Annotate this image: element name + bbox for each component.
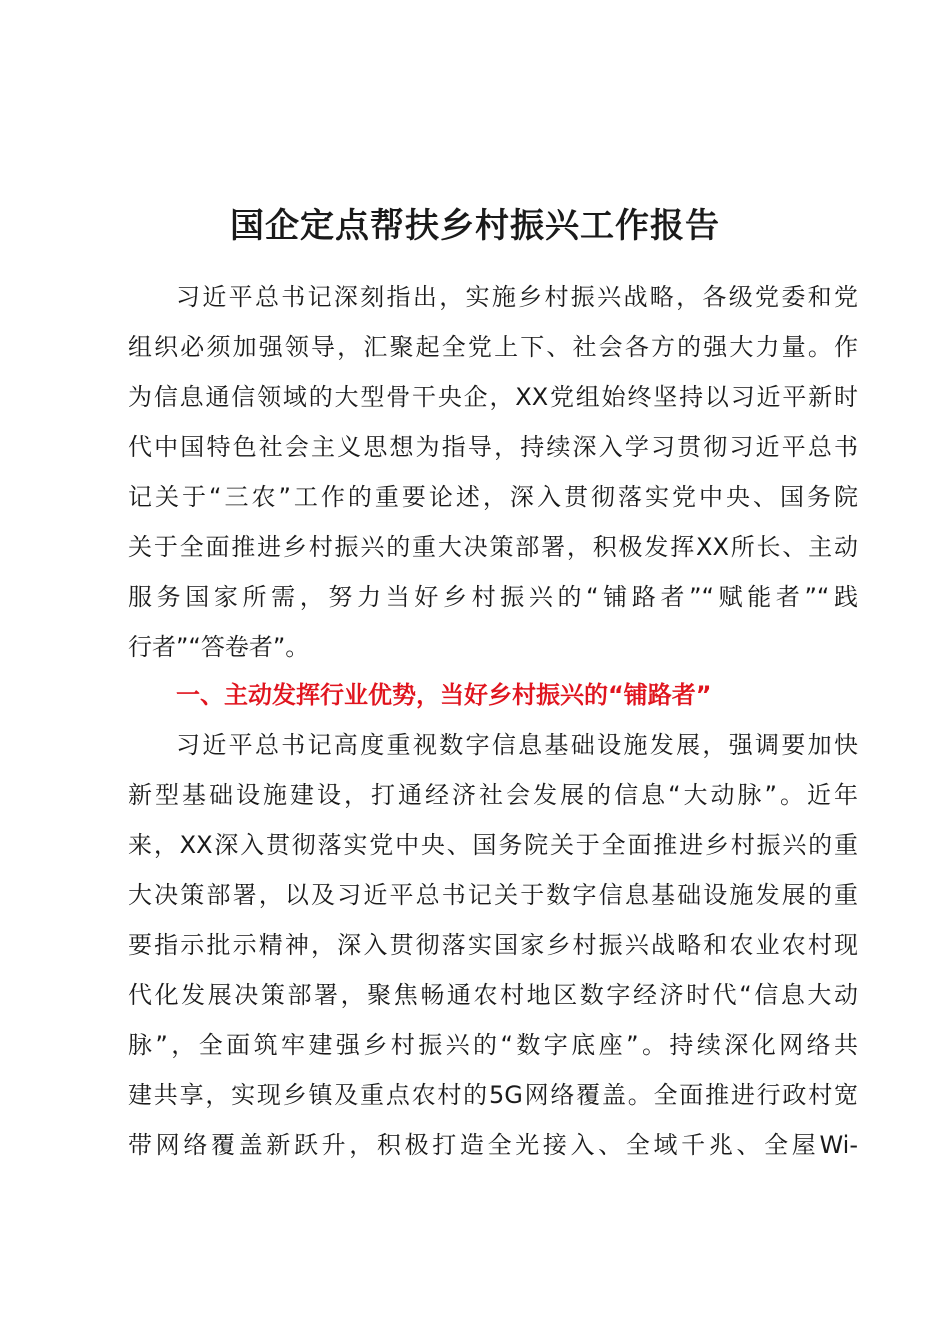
paragraph-2-line-4: 大决策部署，以及习近平总书记关于数字信息基础设施发展的重 <box>128 881 858 909</box>
paragraph-1-line-1: 习近平总书记深刻指出，实施乡村振兴战略，各级党委和党 <box>176 283 858 311</box>
document-title: 国企定点帮扶乡村振兴工作报告 <box>230 206 720 246</box>
paragraph-1-line-8: 行者”“答卷者”。 <box>128 633 310 661</box>
paragraph-2-line-5: 要指示批示精神，深入贯彻落实国家乡村振兴战略和农业农村现 <box>128 931 858 959</box>
paragraph-1-line-7: 服务国家所需，努力当好乡村振兴的“铺路者”“赋能者”“践 <box>128 583 858 611</box>
paragraph-2-line-2: 新型基础设施建设，打通经济社会发展的信息“大动脉”。近年 <box>128 781 858 809</box>
paragraph-1-line-6: 关于全面推进乡村振兴的重大决策部署，积极发挥XX所长、主动 <box>128 533 858 561</box>
paragraph-2-line-8: 建共享，实现乡镇及重点农村的5G网络覆盖。全面推进行政村宽 <box>128 1081 858 1109</box>
paragraph-1-line-5: 记关于“三农”工作的重要论述，深入贯彻落实党中央、国务院 <box>128 483 858 511</box>
paragraph-2-line-3: 来，XX深入贯彻落实党中央、国务院关于全面推进乡村振兴的重 <box>128 831 858 859</box>
paragraph-2-line-1: 习近平总书记高度重视数字信息基础设施发展，强调要加快 <box>176 731 858 759</box>
paragraph-2-line-9: 带网络覆盖新跃升，积极打造全光接入、全域千兆、全屋Wi- <box>128 1131 858 1159</box>
paragraph-1-line-3: 为信息通信领域的大型骨干央企，XX党组始终坚持以习近平新时 <box>128 383 858 411</box>
paragraph-1-line-2: 组织必须加强领导，汇聚起全党上下、社会各方的强大力量。作 <box>128 333 858 361</box>
paragraph-1-line-4: 代中国特色社会主义思想为指导，持续深入学习贯彻习近平总书 <box>128 433 858 461</box>
section-1-heading: 一、主动发挥行业优势，当好乡村振兴的“铺路者” <box>176 681 712 709</box>
paragraph-2-line-6: 代化发展决策部署，聚焦畅通农村地区数字经济时代“信息大动 <box>128 981 858 1009</box>
paragraph-2-line-7: 脉”，全面筑牢建强乡村振兴的“数字底座”。持续深化网络共 <box>128 1031 858 1059</box>
